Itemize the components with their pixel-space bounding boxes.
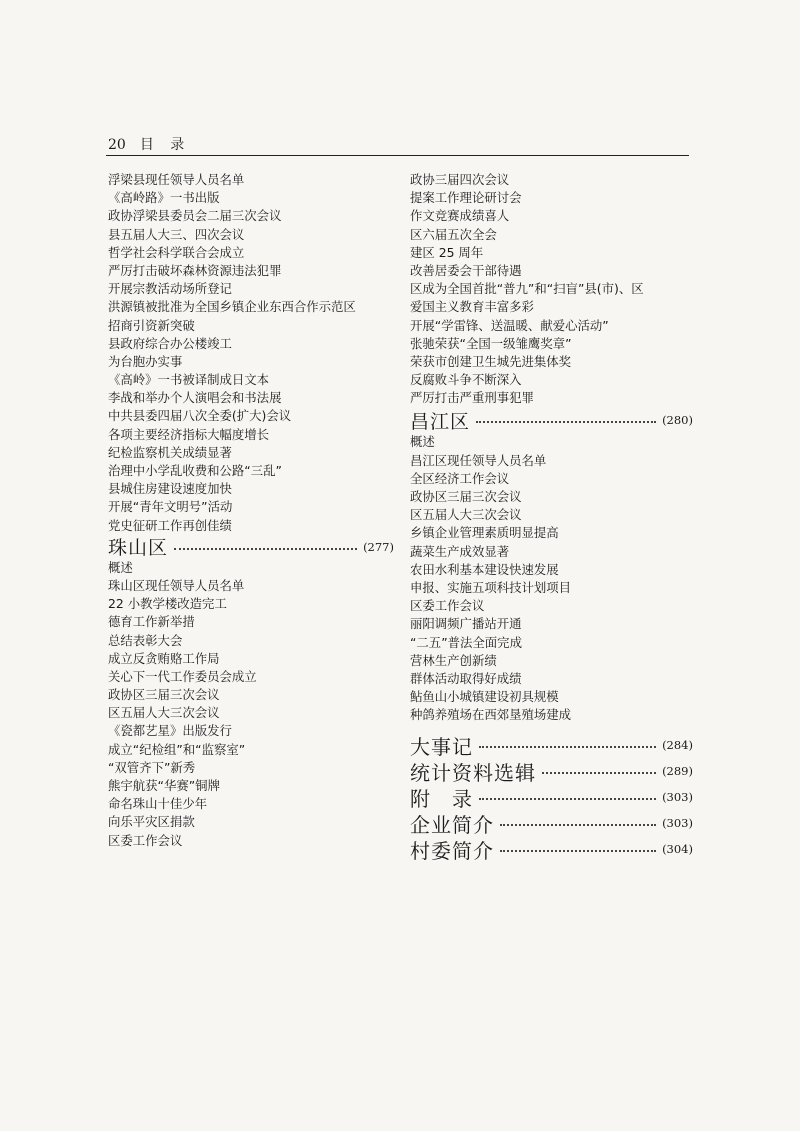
- toc-entry: 荣获市创建卫生城先进集体奖: [410, 353, 572, 369]
- toc-entry: 治理中小学乱收费和公路“三乱”: [108, 463, 282, 478]
- toc-entry: 区成为全国首批“普九”和“扫盲”县(市)、区: [410, 281, 644, 297]
- toc-entry: 为台胞办实事: [108, 353, 183, 369]
- toc-entry: 概述: [108, 559, 133, 575]
- toc-entry: 区委工作会议: [410, 598, 485, 614]
- toc-section-heading: [410, 784, 693, 810]
- toc-left-column: [108, 171, 394, 850]
- section-page-number: (303): [662, 816, 693, 831]
- dot-leader: [476, 421, 656, 423]
- toc-entry: 李战和举办个人演唱会和书法展: [108, 390, 282, 406]
- toc-entry: 党史征研工作再创佳绩: [108, 517, 232, 533]
- toc-entry: 中共县委四届八次全委(扩大)会议: [108, 408, 292, 424]
- section-page-number: (277): [363, 539, 394, 554]
- dot-leader: [500, 850, 656, 852]
- section-page-number: (304): [662, 842, 693, 857]
- dot-leader: [174, 548, 357, 550]
- toc-entry: 成立“纪检组”和“监察室”: [108, 741, 246, 757]
- toc-entry: 珠山区现任领导人员名单: [108, 577, 245, 593]
- header-rule: [106, 155, 689, 156]
- toc-entry: 开展“青年文明号”活动: [108, 499, 233, 515]
- toc-entry: “二五”普法全面完成: [410, 634, 522, 650]
- section-page-number: (303): [662, 790, 693, 805]
- toc-section-heading: [410, 836, 693, 862]
- toc-entry: 区六届五次全会: [410, 226, 497, 242]
- dot-leader: [542, 772, 656, 774]
- toc-entry: 严厉打击严重刑事犯罪: [410, 390, 534, 406]
- dot-leader: [479, 746, 656, 748]
- toc-entry: 申报、实施五项科技计划项目: [410, 579, 572, 595]
- toc-entry: 区委工作会议: [108, 832, 183, 848]
- toc-entry: 县城住房建设速度加快: [108, 481, 232, 497]
- toc-entry: 反腐败斗争不断深入: [410, 372, 522, 388]
- toc-entry: 政协三届四次会议: [410, 172, 510, 187]
- toc-entry: 开展“学雷锋、送温暖、献爱心活动”: [410, 317, 609, 333]
- toc-entry: 种鸽养殖场在西郊垦殖场建成: [410, 707, 572, 723]
- toc-entry: 概述: [410, 434, 435, 450]
- toc-entry: 关心下一代工作委员会成立: [108, 668, 257, 684]
- toc-right-column: [410, 171, 693, 862]
- toc-entry: 政协区三届三次会议: [108, 687, 220, 703]
- toc-entry: 向乐平灾区捐款: [108, 814, 195, 830]
- toc-entry: 建区 25 周年: [410, 244, 484, 260]
- toc-entry: 哲学社会科学联合会成立: [108, 244, 245, 260]
- toc-entry: 各项主要经济指标大幅度增长: [108, 426, 270, 442]
- toc-entry: 鲇鱼山小城镇建设初具规模: [410, 689, 559, 705]
- toc-entry: 昌江区现任领导人员名单: [410, 452, 547, 468]
- toc-entry: 作文竞赛成绩喜人: [410, 208, 510, 224]
- toc-entry: 政协区三届三次会议: [410, 489, 522, 504]
- toc-entry: 命名珠山十佳少年: [108, 796, 208, 812]
- section-page-number: (289): [662, 764, 693, 779]
- toc-entry: 洪源镇被批准为全国乡镇企业东西合作示范区: [108, 299, 356, 315]
- toc-section-heading: [410, 758, 693, 784]
- toc-entry: 蔬菜生产成效显著: [410, 543, 510, 559]
- page-title: 目 录: [139, 137, 191, 153]
- toc-entry: 成立反贪贿赂工作局: [108, 650, 220, 666]
- toc-entry: 区五届人大三次会议: [410, 507, 522, 523]
- toc-entry: 开展宗教活动场所登记: [108, 281, 232, 297]
- toc-entry: 总结表彰大会: [108, 632, 183, 648]
- toc-entry: 浮梁县现任领导人员名单: [108, 172, 245, 187]
- toc-entry: “双管齐下”新秀: [108, 759, 196, 775]
- toc-entry: 全区经济工作会议: [410, 470, 510, 486]
- page-header: [108, 134, 190, 154]
- toc-entry: 县五届人大三、四次会议: [108, 226, 245, 242]
- dot-leader: [500, 824, 656, 826]
- toc-entry: 张驰荣获“全国一级雏鹰奖章”: [410, 335, 572, 351]
- page-number: 20: [108, 137, 126, 153]
- dot-leader: [479, 798, 656, 800]
- toc-section-heading: [410, 732, 693, 758]
- section-title: 昌江区: [410, 410, 471, 433]
- section-title: 村委简介: [410, 838, 494, 863]
- toc-entry: 熊宇航获“华赛”铜牌: [108, 778, 220, 793]
- toc-entry: 严厉打击破坏森林资源违法犯罪: [108, 262, 282, 278]
- toc-entry: 群体活动取得好成绩: [410, 670, 522, 686]
- section-title: 珠山区: [108, 537, 169, 560]
- section-title: 统计资料选辑: [410, 760, 536, 785]
- toc-entry: 爱国主义教育丰富多彩: [410, 299, 534, 315]
- section-title: 大事记: [410, 734, 473, 759]
- toc-entry: 改善居委会干部待遇: [410, 262, 522, 278]
- toc-entry: 纪检监察机关成绩显著: [108, 444, 232, 460]
- toc-entry: 《高岭》一书被译制成日文本: [108, 372, 270, 388]
- toc-entry: 德育工作新举措: [108, 614, 195, 630]
- toc-entry: 丽阳调频广播站开通: [410, 616, 522, 632]
- toc-section-heading: [410, 407, 693, 433]
- toc-entry: 招商引资新突破: [108, 317, 195, 333]
- toc-entry: 区五届人大三次会议: [108, 705, 220, 721]
- toc-entry: 22 小教学楼改造完工: [108, 596, 227, 612]
- toc-entry: 政协浮梁县委员会二届三次会议: [108, 208, 282, 224]
- toc-section-heading: [108, 535, 394, 559]
- toc-entry: 营林生产创新绩: [410, 652, 497, 668]
- toc-entry: 提案工作理论研讨会: [410, 190, 522, 206]
- section-page-number: (284): [662, 738, 693, 753]
- toc-entry: 乡镇企业管理素质明显提高: [410, 525, 559, 541]
- section-title: 附 录: [410, 786, 473, 811]
- toc-entry: 农田水利基本建设快速发展: [410, 561, 559, 577]
- section-title: 企业简介: [410, 812, 494, 837]
- toc-entry: 县政府综合办公楼竣工: [108, 335, 232, 351]
- toc-entry: 《瓷都艺星》出版发行: [108, 723, 232, 739]
- toc-entry: 《高岭路》一书出版: [108, 190, 220, 206]
- section-page-number: (280): [662, 413, 693, 428]
- toc-section-heading: [410, 810, 693, 836]
